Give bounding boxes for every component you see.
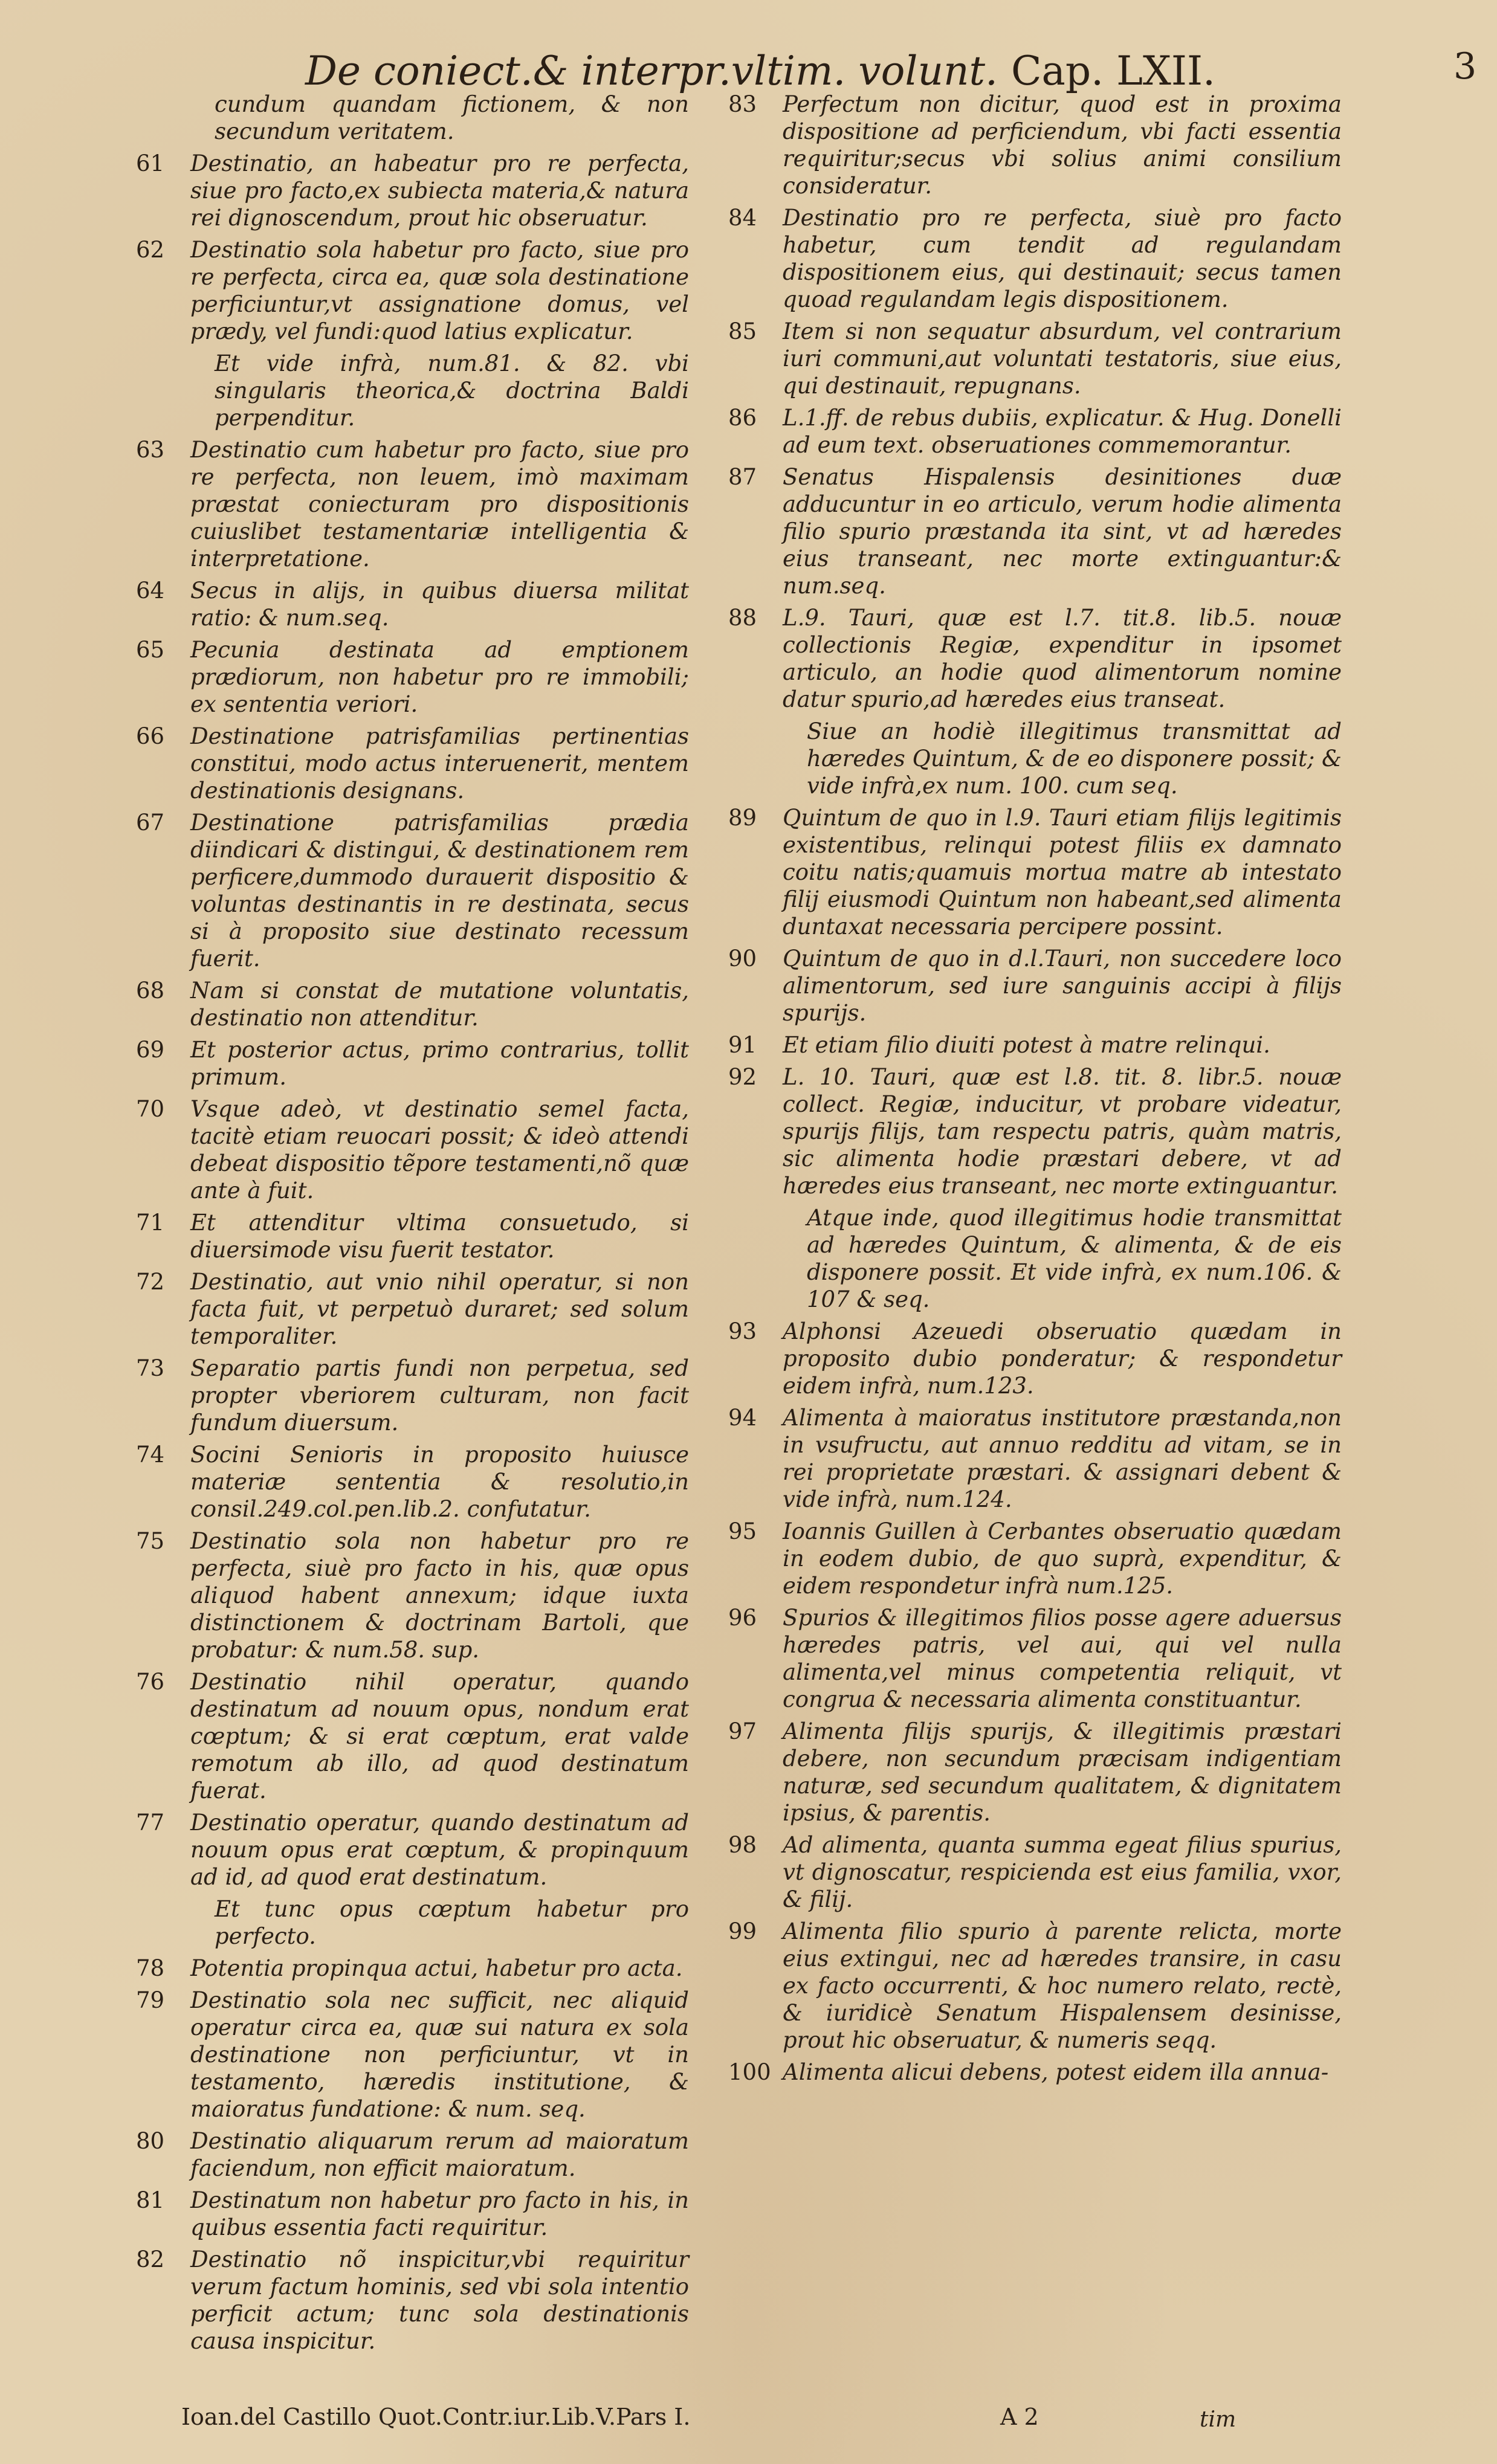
index-entry: [728, 2059, 1342, 2086]
entry-number: 77: [136, 1810, 165, 1836]
entry-number: 82: [136, 2246, 165, 2272]
entry-number: 88: [728, 605, 757, 631]
signature-mark: A 2: [1000, 2404, 1039, 2430]
entry-number: 83: [728, 91, 757, 117]
entry-text: L.1.ff. de rebus dubiis, explicatur. & Hug. Donelli ad eum text. obseruationes commemorantur.: [783, 405, 1342, 458]
index-entry: [728, 91, 1342, 199]
entry-text: Quintum de quo in d.l.Tauri, non succedere loco alimentorum, sed iure sanguinis accipi à filijs spurijs.: [783, 946, 1342, 1026]
index-entry: [136, 436, 689, 572]
index-entry: [136, 1987, 689, 2123]
entry-number: 86: [728, 405, 757, 431]
index-entry: [728, 1831, 1342, 1913]
entry-text: Et vide infrà, num.81. & 82. vbi singularis theorica,& doctrina Baldi perpenditur.: [215, 350, 689, 431]
index-entry: [728, 318, 1342, 399]
entry-number: 81: [136, 2187, 165, 2213]
folio-number: 3: [1453, 45, 1477, 88]
index-entry: [728, 1063, 1342, 1199]
entry-text: Perfectum non dicitur, quod est in proxima dispositione ad perficiendum, vbi facti essentia requiritur;secus vbi solius animi consilium consideratur.: [783, 91, 1342, 199]
entry-number: 66: [136, 723, 165, 749]
index-entry: [728, 1404, 1342, 1513]
entry-number: 64: [136, 578, 165, 604]
right-column: [728, 91, 1342, 2091]
entry-number: 68: [136, 978, 165, 1004]
index-entry: [728, 1204, 1342, 1313]
index-entry: [136, 636, 689, 718]
entry-text: Vsque adeò, vt destinatio semel facta, tacitè etiam reuocari possit; & ideò attendi debeat dispositio tẽpore testamenti,nõ quæ ante à fuit.: [190, 1096, 689, 1204]
index-entry: [136, 1527, 689, 1663]
entry-text: Separatio partis fundi non perpetua, sed propter vberiorem culturam, non facit fundum diuersum.: [190, 1355, 689, 1436]
index-entry: [136, 350, 689, 431]
entry-number: 62: [136, 237, 165, 263]
entry-text: Destinatione patrisfamilias prædia diindicari & distingui, & destinationem rem perficere,dummodo durauerit dispositio & voluntas destinantis in re destinata, secus si à proposito siue destinato recessum fuerit.: [190, 810, 689, 972]
index-entry: [136, 236, 689, 345]
index-entry: [136, 577, 689, 631]
entry-number: 75: [136, 1528, 165, 1554]
index-entry: [136, 1095, 689, 1204]
index-entry: [728, 1031, 1342, 1059]
entry-number: 93: [728, 1318, 757, 1344]
entry-number: 65: [136, 637, 165, 663]
index-entry: [136, 809, 689, 972]
entry-text: Destinatio, an habeatur pro re perfecta, siue pro facto,ex subiecta materia,& natura rei dignoscendum, prout hic obseruatur.: [190, 150, 689, 231]
entry-number: 73: [136, 1355, 165, 1381]
index-entry: [136, 1955, 689, 1982]
index-entry: [728, 1318, 1342, 1399]
entry-text: Destinatio sola nec sufficit, nec aliquid operatur circa ea, quæ sui natura ex sola destinatione non perficiuntur, vt in testamento, hæredis institutione, & maioratus fundatione: & num. seq.: [190, 1987, 689, 2122]
index-entry: [136, 1355, 689, 1436]
index-entry: [136, 1668, 689, 1804]
index-entry: [728, 1518, 1342, 1599]
entry-number: 100: [728, 2059, 771, 2085]
entry-text: Destinatio, aut vnio nihil operatur, si non facta fuit, vt perpetuò duraret; sed solum temporaliter.: [190, 1269, 689, 1349]
entry-text: Destinatum non habetur pro facto in his, in quibus essentia facti requiritur.: [190, 2187, 689, 2240]
entry-number: 94: [728, 1405, 757, 1431]
entry-text: Pecunia destinata ad emptionem prædiorum, non habetur pro re immobili; ex sententia veriori.: [190, 637, 689, 717]
entry-text: cundum quandam fictionem, & non secundum veritatem.: [215, 91, 689, 144]
index-entry: [136, 1809, 689, 1891]
index-entry: [136, 1268, 689, 1350]
index-entry: [136, 723, 689, 804]
footer-text: Ioan.del Castillo Quot.Contr.iur.Lib.V.Pars I.: [181, 2404, 691, 2430]
index-entry: [136, 977, 689, 1031]
index-entry: [728, 463, 1342, 599]
entry-number: 90: [728, 946, 757, 972]
entry-number: 61: [136, 150, 165, 176]
index-entry: [728, 718, 1342, 799]
entry-text: Destinatio operatur, quando destinatum ad nouum opus erat cœptum, & propinquum ad id, ad quod erat destinatum.: [190, 1810, 689, 1890]
entry-number: 87: [728, 464, 757, 490]
index-entry: [728, 1718, 1342, 1827]
index-entry: [728, 404, 1342, 459]
entry-number: 84: [728, 205, 757, 231]
index-entry: [136, 1209, 689, 1263]
entry-text: Siue an hodiè illegitimus transmittat ad hæredes Quintum, & de eo disponere possit; & vide infrà,ex num. 100. cum seq.: [807, 718, 1342, 799]
index-entry: [136, 2246, 689, 2355]
index-entry: [728, 604, 1342, 713]
entry-number: 70: [136, 1096, 165, 1122]
entry-number: 95: [728, 1518, 757, 1544]
left-column: [136, 91, 689, 2359]
entry-text: Et tunc opus cœptum habetur pro perfecto.: [215, 1896, 689, 1949]
entry-number: 72: [136, 1269, 165, 1295]
index-entry: [136, 2187, 689, 2241]
entry-text: Alphonsi Azeuedi obseruatio quædam in proposito dubio ponderatur; & respondetur eidem infrà, num.123.: [783, 1318, 1342, 1399]
entry-text: Destinatione patrisfamilias pertinentias constitui, modo actus interuenerit, mentem destinationis designans.: [190, 723, 689, 804]
entry-text: Socini Senioris in proposito huiusce materiæ sententia & resolutio,in consil.249.col.pen.lib.2. confutatur.: [190, 1442, 689, 1522]
entry-text: Quintum de quo in l.9. Tauri etiam filijs legitimis existentibus, relinqui potest filiis ex damnato coitu natis;quamuis mortua matre ab intestato filij eiusmodi Quintum non habeant,sed alimenta duntaxat necessaria percipere possint.: [783, 805, 1342, 940]
entry-text: Alimenta à maioratus institutore præstanda,non in vsufructu, aut annuo redditu ad vitam, se in rei proprietate præstari. & assignari debent & vide infrà, num.124.: [783, 1405, 1342, 1512]
index-entry: [728, 204, 1342, 313]
entry-text: L.9. Tauri, quæ est l.7. tit.8. lib.5. nouæ collectionis Regiæ, expenditur in ipsomet articulo, an hodie quod alimentorum nomine datur spurio,ad hæredes eius transeat.: [783, 605, 1342, 712]
entry-text: Destinatio cum habetur pro facto, siue pro re perfecta, non leuem, imò maximam præstat coniecturam pro dispositionis cuiuslibet testamentariæ intelligentia & interpretatione.: [190, 437, 689, 572]
catchword: tim: [1200, 2407, 1237, 2432]
entry-number: 71: [136, 1210, 165, 1236]
entry-number: 89: [728, 805, 757, 831]
index-entry: [728, 804, 1342, 940]
entry-text: Destinatio aliquarum rerum ad maioratum faciendum, non efficit maioratum.: [190, 2128, 689, 2181]
entry-text: L. 10. Tauri, quæ est l.8. tit. 8. libr.5. nouæ collect. Regiæ, inducitur, vt probare videatur, spurijs filijs, tam respectu patris, quàm matris, sic alimenta hodie præstari debere, vt ad hæredes eius transeant, nec morte extinguantur.: [783, 1064, 1342, 1199]
entry-number: 76: [136, 1669, 165, 1695]
entry-text: Secus in alijs, in quibus diuersa militat ratio: & num.seq.: [190, 578, 689, 631]
entry-number: 96: [728, 1605, 757, 1631]
entry-number: 80: [136, 2128, 165, 2154]
header-title: De coniect.& interpr.vltim. volunt.: [305, 48, 998, 94]
entry-number: 69: [136, 1037, 165, 1063]
entry-text: Alimenta filio spurio à parente relicta, morte eius extingui, nec ad hæredes transire, in casu ex facto occurrenti, & hoc numero relato, rectè, & iuridicè Senatum Hispalensem desinisse, prout hic obseruatur, & numeris seqq.: [783, 1918, 1342, 2053]
entry-number: 63: [136, 437, 165, 463]
entry-text: Atque inde, quod illegitimus hodie transmittat ad hæredes Quintum, & alimenta, & de eis disponere possit. Et vide infrà, ex num.106. & 107 & seq.: [807, 1205, 1342, 1312]
entry-text: Alimenta alicui debens, potest eidem illa annua-: [783, 2059, 1329, 2085]
entry-number: 91: [728, 1032, 757, 1058]
entry-text: Et attenditur vltima consuetudo, si diuersimode visu fuerit testator.: [190, 1210, 689, 1263]
index-entry: [728, 1918, 1342, 2054]
entry-number: 97: [728, 1718, 757, 1744]
entry-number: 67: [136, 810, 165, 836]
entry-number: 99: [728, 1918, 757, 1944]
index-entry: [136, 2127, 689, 2182]
index-entry: [136, 1036, 689, 1091]
entry-number: 74: [136, 1442, 165, 1468]
entry-number: 78: [136, 1955, 165, 1981]
entry-text: Et posterior actus, primo contrarius, tollit primum.: [190, 1037, 689, 1090]
entry-text: Ad alimenta, quanta summa egeat filius spurius, vt dignoscatur, respicienda est eius familia, vxor, & filij.: [783, 1832, 1342, 1912]
index-entry: [136, 150, 689, 231]
entry-text: Destinatio nõ inspicitur,vbi requiritur verum factum hominis, sed vbi sola intentio perficit actum; tunc sola destinationis causa inspicitur.: [190, 2246, 689, 2354]
entry-text: Destinatio pro re perfecta, siuè pro facto habetur, cum tendit ad regulandam dispositionem eius, qui destinauit; secus tamen quoad regulandam legis dispositionem.: [783, 205, 1342, 312]
entry-text: Destinatio nihil operatur, quando destinatum ad nouum opus, nondum erat cœptum; & si erat cœptum, erat valde remotum ab illo, ad quod destinatum fuerat.: [190, 1669, 689, 1804]
index-entry: [136, 1441, 689, 1523]
entry-number: 85: [728, 318, 757, 344]
entry-text: Destinatio sola habetur pro facto, siue pro re perfecta, circa ea, quæ sola destinatione perficiuntur,vt assignatione domus, vel prædy, vel fundi:quod latius explicatur.: [190, 237, 689, 344]
entry-text: Ioannis Guillen à Cerbantes obseruatio quædam in eodem dubio, de quo suprà, expenditur, & eidem respondetur infrà num.125.: [783, 1518, 1342, 1599]
entry-text: Senatus Hispalensis desinitiones duæ adducuntur in eo articulo, verum hodie alimenta filio spurio præstanda ita sint, vt ad hæredes eius transeant, nec morte extinguantur:& num.seq.: [783, 464, 1342, 599]
entry-text: Nam si constat de mutatione voluntatis, destinatio non attenditur.: [190, 978, 689, 1031]
index-entry: [136, 1895, 689, 1950]
entry-text: Destinatio sola non habetur pro re perfecta, siuè pro facto in his, quæ opus aliquod habent annexum; idque iuxta distinctionem & doctrinam Bartoli, que probatur: & num.58. sup.: [190, 1528, 689, 1663]
entry-text: Spurios & illegitimos filios posse agere aduersus hæredes patris, vel aui, qui vel nulla alimenta,vel minus competentia reliquit, vt congrua & necessaria alimenta constituantur.: [783, 1605, 1342, 1712]
entry-text: Et etiam filio diuiti potest à matre relinqui.: [783, 1032, 1270, 1058]
index-entry: [136, 91, 689, 145]
entry-text: Item si non sequatur absurdum, vel contrarium iuri communi,aut voluntati testatoris, siue eius, qui destinauit, repugnans.: [783, 318, 1342, 399]
index-entry: [728, 1604, 1342, 1713]
entry-number: 92: [728, 1064, 757, 1090]
entry-number: 79: [136, 1987, 165, 2013]
index-entry: [728, 945, 1342, 1027]
header-chapter: Cap. LXII.: [1011, 48, 1216, 94]
entry-text: Alimenta filijs spurijs, & illegitimis præstari debere, non secundum præcisam indigentiam naturæ, sed secundum qualitatem, & dignitatem ipsius, & parentis.: [783, 1718, 1342, 1826]
entry-number: 98: [728, 1832, 757, 1858]
entry-text: Potentia propinqua actui, habetur pro acta.: [190, 1955, 683, 1981]
